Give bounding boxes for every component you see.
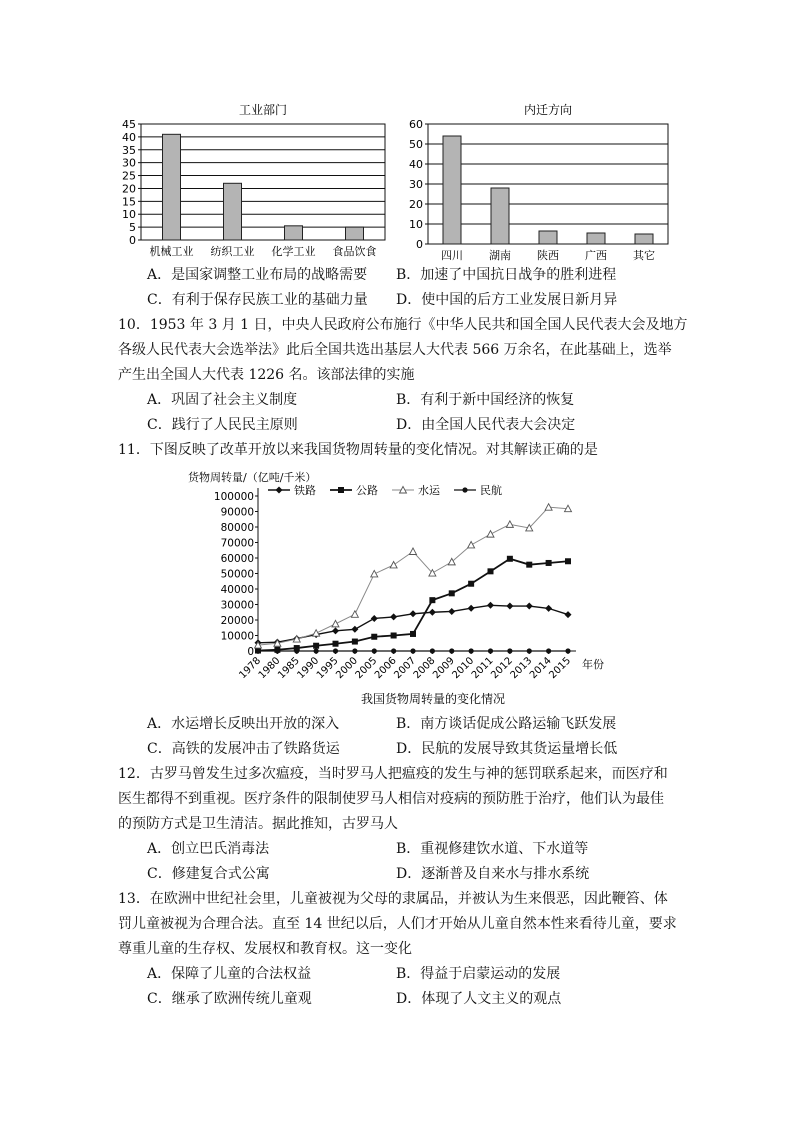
y-tick-label: 50 — [409, 138, 423, 151]
q13-option-a: A．保障了儿童的合法权益 — [147, 966, 312, 982]
q13-stem-line1: 13．在欧洲中世纪社会里，儿童被视为父母的隶属品，并被认为生来偎恶，因此鞭笞、体 — [118, 891, 668, 907]
data-point — [448, 608, 455, 615]
x-tick-label: 2009 — [431, 655, 457, 682]
data-point — [546, 560, 552, 566]
freight-turnover-line-chart — [188, 465, 638, 713]
y-tick-label: 45 — [122, 118, 136, 131]
y-tick-label: 60000 — [220, 553, 254, 565]
data-point — [410, 610, 417, 617]
data-point — [488, 648, 493, 653]
q9-option-b: B．加速了中国抗日战争的胜利进程 — [396, 267, 617, 283]
data-point — [469, 648, 474, 653]
data-point — [255, 648, 260, 653]
x-tick-label: 1980 — [256, 655, 283, 682]
y-tick-label: 0 — [129, 234, 136, 247]
x-tick-label: 2006 — [372, 655, 399, 682]
q9-option-d: D．使中国的后方工业发展日新月异 — [396, 292, 618, 308]
y-tick-label: 70000 — [220, 537, 254, 550]
bar — [539, 231, 557, 244]
q9-option-a: A．是国家调整工业布局的战略需要 — [147, 267, 368, 283]
data-point — [332, 620, 339, 627]
x-tick-label: 2015 — [547, 655, 574, 682]
legend-label: 民航 — [480, 484, 502, 497]
legend-label: 铁路 — [294, 484, 316, 497]
q11-option-a: A．水运增长反映出开放的深入 — [147, 716, 340, 732]
y-tick-label: 60 — [409, 118, 423, 131]
data-point — [351, 611, 358, 618]
bar — [346, 227, 364, 240]
data-point — [390, 613, 397, 620]
data-point — [371, 634, 377, 640]
data-point — [565, 611, 572, 618]
series-line-triangle — [258, 507, 568, 645]
x-tick-label: 陕西 — [537, 249, 559, 262]
data-point — [487, 531, 494, 538]
bar — [587, 233, 605, 244]
data-point — [526, 562, 532, 568]
x-tick-label: 化学工业 — [271, 245, 316, 258]
y-tick-label: 50000 — [220, 568, 254, 581]
bar — [635, 234, 653, 244]
q12-option-d: D．逐渐普及自来水与排水系统 — [396, 866, 590, 882]
x-axis-label: 年份 — [582, 658, 604, 671]
data-point — [391, 633, 397, 639]
q12-stem-line1: 12．古罗马曾发生过多次瘟疫，当时罗马人把瘟疫的发生与神的惩罚联系起来，而医疗和 — [118, 766, 668, 782]
relocation-direction-bar-chart — [395, 98, 685, 266]
data-point — [449, 590, 455, 596]
y-tick-label: 15 — [122, 195, 136, 209]
x-tick-label: 2013 — [508, 655, 535, 682]
data-point — [507, 648, 512, 653]
legend-label: 水运 — [418, 484, 440, 497]
q12-option-b: B．重视修建饮水道、下水道等 — [396, 841, 589, 857]
q11-option-b: B．南方谈话促成公路运输飞跃发展 — [396, 716, 617, 732]
data-point — [506, 603, 513, 610]
x-tick-label: 2007 — [392, 655, 419, 682]
q11-option-c: C．高铁的发展冲击了铁路货运 — [147, 741, 340, 757]
q13-stem-line2: 罚儿童被视为合理合法。直至 14 世纪以后，人们才开始从儿童自然本性来看待儿童，要求 — [118, 916, 677, 932]
data-point — [275, 648, 280, 653]
data-point — [313, 643, 319, 649]
q9-option-c: C．有利于保存民族工业的基础力量 — [147, 292, 368, 308]
data-point — [507, 556, 513, 562]
data-point — [488, 568, 494, 574]
x-tick-label: 机械工业 — [149, 245, 194, 258]
q10-option-b: B．有利于新中国经济的恢复 — [396, 392, 575, 408]
x-tick-label: 食品饮食 — [332, 245, 377, 258]
q10-option-d: D．由全国人民代表大会决定 — [396, 417, 576, 433]
x-tick-label: 纺织工业 — [210, 245, 255, 258]
y-tick-label: 25 — [122, 169, 136, 183]
q10-option-c: C．践行了人民民主原则 — [147, 417, 298, 433]
legend-label: 公路 — [356, 484, 378, 497]
q13-option-b: B．得益于启蒙运动的发展 — [396, 966, 561, 982]
y-tick-label: 5 — [129, 221, 136, 235]
x-tick-label: 1978 — [237, 655, 264, 682]
data-point — [430, 648, 435, 653]
data-point — [506, 521, 513, 528]
y-tick-label: 30000 — [220, 599, 254, 612]
data-point — [294, 648, 299, 653]
y-tick-label: 80000 — [220, 522, 254, 534]
bar — [224, 183, 242, 240]
legend-marker — [462, 487, 467, 492]
q12-option-c: C．修建复合式公寓 — [147, 866, 270, 882]
x-tick-label: 其它 — [633, 249, 655, 262]
y-tick-label: 30 — [122, 156, 136, 170]
q10-stem-line2: 各级人民代表大会选举法》此后全国共选出基层人大代表 566 万余名，在此基础上，选举 — [118, 342, 672, 358]
data-point — [352, 648, 357, 653]
y-tick-label: 10000 — [220, 630, 254, 643]
data-point — [468, 541, 475, 548]
chart-title: 内迁方向 — [523, 103, 573, 117]
x-tick-label: 1995 — [314, 655, 341, 682]
data-point — [526, 603, 533, 610]
q13-option-d: D．体现了人文主义的观点 — [396, 991, 562, 1007]
q10-stem-line1: 10．1953 年 3 月 1 日，中央人民政府公布施行《中华人民共和国全国人民代表大会及地方 — [118, 317, 688, 333]
q11-option-d: D．民航的发展导致其货运量增长低 — [396, 741, 618, 757]
y-tick-label: 100000 — [213, 491, 254, 503]
bar — [285, 226, 303, 240]
data-point — [546, 648, 551, 653]
data-point — [565, 558, 571, 564]
legend-marker — [338, 487, 344, 493]
x-tick-label: 2005 — [353, 655, 380, 682]
data-point — [429, 609, 436, 616]
x-tick-label: 2008 — [411, 655, 438, 682]
y-tick-label: 90000 — [220, 506, 254, 519]
y-tick-label: 40 — [409, 158, 423, 171]
data-point — [545, 605, 552, 612]
y-tick-label: 0 — [416, 238, 423, 251]
q12-stem-line3: 的预防方式是卫生清洁。据此推知，古罗马人 — [118, 816, 398, 832]
q13-stem-line3: 尊重儿童的生存权、发展权和教育权。这一变化 — [118, 941, 412, 957]
data-point — [314, 648, 319, 653]
x-tick-label: 广西 — [585, 249, 607, 262]
x-tick-label: 1990 — [295, 655, 322, 682]
q10-option-a: A．巩固了社会主义制度 — [147, 392, 298, 408]
q10-stem-line3: 产生出全国人大代表 1226 名。该部法律的实施 — [118, 367, 415, 383]
y-tick-label: 30 — [409, 178, 423, 191]
data-point — [487, 602, 494, 609]
y-tick-label: 20000 — [220, 615, 254, 627]
industry-sector-bar-chart — [110, 98, 400, 266]
data-point — [352, 639, 358, 645]
bar — [163, 134, 181, 240]
bar — [491, 188, 509, 244]
data-point — [468, 605, 475, 612]
data-point — [351, 626, 358, 633]
q13-option-c: C．继承了欧洲传统儿童观 — [147, 991, 312, 1007]
x-tick-label: 四川 — [441, 249, 463, 262]
data-point — [372, 648, 377, 653]
y-axis-label: 货物周转量/（亿吨/千米） — [188, 471, 317, 484]
data-point — [468, 581, 474, 587]
q12-option-a: A．创立巴氏消毒法 — [147, 841, 270, 857]
bar — [443, 136, 461, 244]
y-tick-label: 10 — [122, 208, 136, 222]
data-point — [313, 630, 320, 637]
data-point — [565, 648, 570, 653]
q12-stem-line2: 医生都得不到重视。医疗条件的限制使罗马人相信对疫病的预防胜于治疗，他们认为最佳 — [118, 791, 664, 807]
q11-stem-line1: 11．下图反映了改革开放以来我国货物周转量的变化情况。对其解读正确的是 — [118, 442, 598, 458]
data-point — [391, 648, 396, 653]
y-tick-label: 20 — [122, 182, 136, 196]
data-point — [333, 648, 338, 653]
data-point — [410, 648, 415, 653]
y-tick-label: 35 — [122, 143, 136, 157]
x-tick-label: 2014 — [527, 655, 554, 682]
y-tick-label: 40000 — [220, 584, 254, 596]
data-point — [332, 627, 339, 634]
x-tick-label: 2012 — [489, 655, 515, 682]
x-tick-label: 2011 — [469, 655, 496, 682]
x-tick-label: 1985 — [276, 655, 302, 682]
data-point — [527, 648, 532, 653]
chart-title: 工业部门 — [238, 103, 288, 117]
data-point — [371, 570, 378, 577]
chart-caption: 我国货物周转量的变化情况 — [360, 692, 506, 706]
data-point — [410, 548, 417, 555]
x-tick-label: 2010 — [450, 655, 477, 682]
data-point — [449, 648, 454, 653]
data-point — [390, 561, 397, 568]
legend-marker — [276, 487, 283, 494]
data-point — [410, 631, 416, 637]
y-tick-label: 20 — [409, 198, 423, 211]
data-point — [371, 615, 378, 622]
y-tick-label: 40 — [122, 130, 136, 144]
y-tick-label: 10 — [409, 218, 423, 231]
x-tick-label: 2000 — [334, 655, 360, 682]
y-tick-label: 0 — [247, 646, 254, 658]
data-point — [429, 597, 435, 603]
x-tick-label: 湖南 — [489, 249, 511, 262]
data-point — [333, 641, 339, 647]
